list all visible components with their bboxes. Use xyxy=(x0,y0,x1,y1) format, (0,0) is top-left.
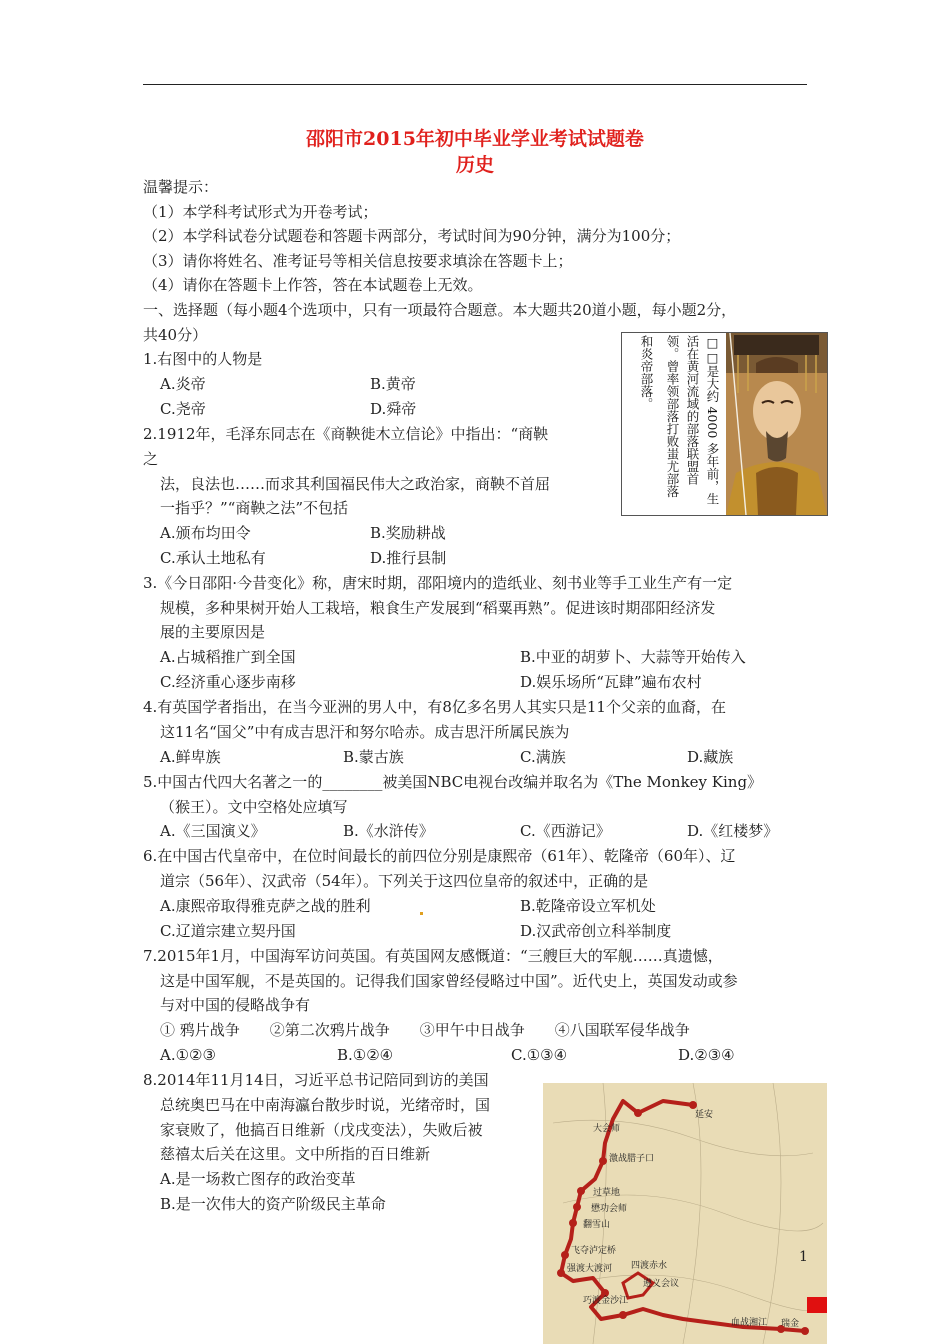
q4-stem: 4.有英国学者指出，在当今亚洲的男人中，有8亿多名男人其实只是11个父亲的血裔，在 xyxy=(143,698,726,716)
q2-stem-cont: 之 xyxy=(143,450,159,468)
q1-option-b: B.黄帝 xyxy=(370,375,416,393)
q3-stem: 3.《今日邵阳·今昔变化》称，唐宋时期，邵阳境内的造纸业、刻书业等手工业生产有一定 xyxy=(143,574,733,592)
q5-stem: 5.中国古代四大名著之一的________被美国NBC电视台改编并取名为《The Monkey King》 xyxy=(143,773,763,791)
q6-stem: 6.在中国古代皇帝中，在位时间最长的前四位分别是康熙帝（61年）、乾隆帝（60年）、辽 xyxy=(143,847,736,865)
q7-option-c: C.①③④ xyxy=(511,1046,568,1064)
q4-option-a: A.鲜卑族 xyxy=(160,748,221,766)
q6-stem-cont: 道宗（56年）、汉武帝（54年）。下列关于这四位皇帝的叙述中，正确的是 xyxy=(160,872,649,890)
q2-option-b: B.奖励耕战 xyxy=(370,524,446,542)
figure-caption-col: 活在黄河流域的部落联盟首 xyxy=(685,335,700,485)
q5-stem-cont: （猴王）。文中空格处应填写 xyxy=(160,798,348,816)
q3-stem-cont: 规模，多种果树开始人工栽培，粮食生产发展到“稻粟再熟”。促进该时期邵阳经济发 xyxy=(160,599,716,617)
map-label: 巧渡金沙江 xyxy=(583,1296,629,1306)
q5-option-c: C.《西游记》 xyxy=(520,822,611,840)
map-label: 血战湘江 xyxy=(731,1318,768,1328)
q2-stem-cont: 一指乎？”“商鞅之法”不包括 xyxy=(160,499,349,517)
q8-stem-cont: 慈禧太后关在这里。文中所指的百日维新 xyxy=(160,1145,431,1163)
q3-stem-cont: 展的主要原因是 xyxy=(160,623,266,641)
map-label: 瑞金 xyxy=(781,1319,800,1329)
section-heading: 一、选择题（每小题4个选项中，只有一项最符合题意。本大题共20道小题，每小题2分， xyxy=(143,301,737,319)
q7-option-d: D.②③④ xyxy=(678,1046,735,1064)
q4-option-b: B.蒙古族 xyxy=(343,748,404,766)
q1-option-d: D.舜帝 xyxy=(370,400,417,418)
q3-option-b: B.中亚的胡萝卜、大蒜等开始传入 xyxy=(520,648,746,666)
map-label: 四渡赤水 xyxy=(631,1261,668,1271)
q3-option-d: D.娱乐场所“瓦肆”遍布农村 xyxy=(520,673,702,691)
q5-option-b: B.《水浒传》 xyxy=(343,822,434,840)
map-label: 遵义会议 xyxy=(643,1279,680,1289)
q7-stem-cont: 这是中国军舰，不是英国的。记得我们国家曾经侵略过中国”。近代史上，英国发动或参 xyxy=(160,972,738,990)
q7-option-b: B.①②④ xyxy=(337,1046,394,1064)
huangdi-figure xyxy=(621,332,828,516)
long-march-map xyxy=(543,1083,827,1344)
q4-stem-cont: 这11名“国父”中有成吉思汗和努尔哈赤。成吉思汗所属民族为 xyxy=(160,723,570,741)
q2-option-c: C.承认土地私有 xyxy=(160,549,266,567)
q1-option-c: C.尧帝 xyxy=(160,400,206,418)
q8-stem: 8.2014年11月14日，习近平总书记陪同到访的美国 xyxy=(143,1071,489,1089)
q7-option-a: A.①②③ xyxy=(160,1046,216,1064)
map-label: 翻雪山 xyxy=(583,1220,611,1230)
q5-option-a: A.《三国演义》 xyxy=(160,822,266,840)
q8-stem-cont: 家衰败了，他搞百日维新（戊戌变法），失败后被 xyxy=(160,1121,483,1139)
q1-stem: 1.右图中的人物是 xyxy=(143,350,263,368)
q8-option-b: B.是一次伟大的资产阶级民主革命 xyxy=(160,1195,386,1213)
q2-stem-cont: 法，良法也……而求其利国福民伟大之政治家，商鞅不首屈 xyxy=(160,475,551,493)
map-label: 激战腊子口 xyxy=(609,1154,655,1164)
q2-option-a: A.颁布均田令 xyxy=(160,524,251,542)
tips-heading: 温馨提示： xyxy=(143,178,219,196)
map-label: 延安 xyxy=(695,1110,714,1120)
q8-stem-cont: 总统奥巴马在中南海瀛台散步时说，光绪帝时，国 xyxy=(160,1096,491,1114)
exam-title: 邵阳市2015年初中毕业学业考试试题卷 xyxy=(306,128,644,150)
q3-option-a: A.占城稻推广到全国 xyxy=(160,648,296,666)
tip-item: （3）请你将姓名、准考证号等相关信息按要求填涂在答题卡上； xyxy=(143,252,573,270)
q8-option-a: A.是一场救亡图存的政治变革 xyxy=(160,1170,356,1188)
q7-stem: 7.2015年1月，中国海军访问英国。有英国网友感慨道：“三艘巨大的军舰……真遗憾， xyxy=(143,947,723,965)
tip-item: （4）请你在答题卡上作答，答在本试题卷上无效。 xyxy=(143,276,483,294)
stray-dot xyxy=(420,912,423,915)
q4-option-d: D.藏族 xyxy=(687,748,734,766)
q2-option-d: D.推行县制 xyxy=(370,549,447,567)
q7-numbered-items: ① 鸦片战争 ②第二次鸦片战争 ③甲午中日战争 ④八国联军侵华战争 xyxy=(160,1021,690,1039)
q7-stem-cont: 与对中国的侵略战争有 xyxy=(160,996,311,1014)
q6-option-d: D.汉武帝创立科举制度 xyxy=(520,922,672,940)
tip-item: （2）本学科试卷分试题卷和答题卡两部分，考试时间为90分钟，满分为100分； xyxy=(143,227,681,245)
tip-item: （1）本学科考试形式为开卷考试； xyxy=(143,203,378,221)
q6-option-c: C.辽道宗建立契丹国 xyxy=(160,922,296,940)
q6-option-a: A.康熙帝取得雅克萨之战的胜利 xyxy=(160,897,371,915)
section-heading-cont: 共40分） xyxy=(143,326,208,344)
q5-option-d: D.《红楼梦》 xyxy=(687,822,779,840)
figure-caption-col: 领。曾率领部落打败蚩尤部落 xyxy=(665,335,680,498)
emperor-portrait xyxy=(726,333,827,515)
map-label: 大会师 xyxy=(593,1124,621,1134)
map-label: 飞夺泸定桥 xyxy=(571,1246,617,1256)
q4-option-c: C.满族 xyxy=(520,748,566,766)
exam-subject: 历史 xyxy=(455,154,494,176)
q3-option-c: C.经济重心逐步南移 xyxy=(160,673,296,691)
map-label: 懋功会师 xyxy=(591,1204,628,1214)
page-number: 1 xyxy=(799,1249,808,1265)
map-label: 过草地 xyxy=(593,1188,621,1198)
q6-option-b: B.乾隆帝设立军机处 xyxy=(520,897,656,915)
map-label: 强渡大渡河 xyxy=(567,1264,613,1274)
figure-caption-col: 和炎帝部落。 xyxy=(639,335,654,410)
q2-stem: 2.1912年，毛泽东同志在《商鞅徙木立信论》中指出：“商鞅 xyxy=(143,425,549,443)
header-rule xyxy=(143,84,807,85)
figure-caption-col: □□是大约 4000 多年前，生 xyxy=(705,335,720,505)
q1-option-a: A.炎帝 xyxy=(160,375,206,393)
